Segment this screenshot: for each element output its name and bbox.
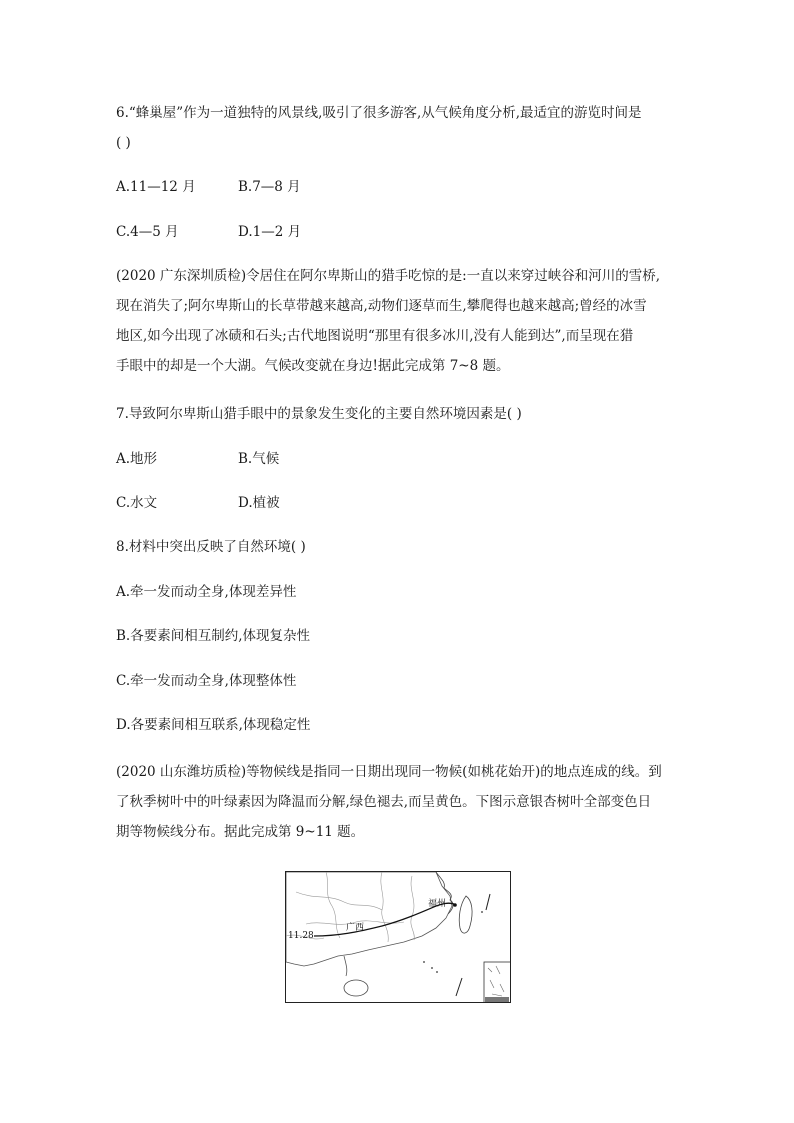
material2-line1: (2020 山东潍坊质检)等物候线是指同一日期出现同一物候(如桃花始开)的地点连成的线。到 [116, 764, 662, 780]
q6-stem-line1: 6.“蜂巢屋”作为一道独特的风景线,吸引了很多游客,从气候角度分析,最适宜的游览时间是 [116, 105, 642, 121]
hainan-island [344, 980, 368, 996]
material1-line2: 现在消失了;阿尔卑斯山的长草带越来越高,动物们逐草而生,攀爬得也越来越高;曾经的冰雪 [116, 298, 647, 314]
land-mainland [286, 872, 452, 966]
q8-option-d: D.各要素间相互联系,体现稳定性 [116, 717, 311, 733]
material1-line4: 手眼中的却是一个大湖。气候改变就在身边!据此完成第 7~8 题。 [116, 358, 510, 374]
island-dot-3 [423, 961, 425, 963]
q6-stem-line2: ( ) [116, 135, 131, 151]
q7-option-c: C.水文 [116, 495, 158, 511]
q6-option-d: D.1—2 月 [238, 224, 302, 240]
map-drawing [286, 872, 511, 1003]
island-dot-2 [436, 971, 438, 973]
material1-line3: 地区,如今出现了冰碛和石头;古代地图说明“那里有很多冰川,没有人能到达”,而呈现在猎 [116, 328, 634, 344]
label-fuzhou: 福州 [428, 899, 447, 909]
inset-map-bar [485, 997, 509, 1002]
q7-option-b: B.气候 [238, 451, 280, 467]
fuzhou-dot [453, 903, 457, 907]
q6-option-b: B.7—8 月 [238, 179, 301, 195]
q7-option-d: D.植被 [238, 495, 280, 511]
material2-line2: 了秋季树叶中的叶绿素因为降温而分解,绿色褪去,而呈黄色。下图示意银杏树叶全部变色日 [116, 794, 652, 810]
dash-line-1 [486, 894, 490, 910]
label-isoline-date: 11.28 [288, 931, 314, 941]
island-dot-4 [481, 911, 483, 913]
label-guangxi: 广西 [346, 923, 365, 933]
q8-option-a: A.牵一发而动全身,体现差异性 [116, 584, 297, 600]
island-dot-1 [431, 967, 433, 969]
taiwan-island [459, 896, 472, 933]
leizhou-peninsula [344, 956, 347, 976]
q8-option-c: C.牵一发而动全身,体现整体性 [116, 673, 297, 689]
q6-option-c: C.4—5 月 [116, 224, 179, 240]
material1-line1: (2020 广东深圳质检)令居住在阿尔卑斯山的猎手吃惊的是:一直以来穿过峡谷和河川的雪桥, [116, 268, 661, 284]
q6-option-a: A.11—12 月 [116, 179, 196, 195]
q7-stem: 7.导致阿尔卑斯山猎手眼中的景象发生变化的主要自然环境因素是( ) [116, 406, 522, 422]
material2-line3: 期等物候线分布。据此完成第 9~11 题。 [116, 824, 365, 840]
dash-line-2 [456, 978, 462, 996]
q8-option-b: B.各要素间相互制约,体现复杂性 [116, 628, 311, 644]
phenology-map-figure [285, 871, 511, 1003]
q8-stem: 8.材料中突出反映了自然环境( ) [116, 539, 306, 555]
q7-option-a: A.地形 [116, 451, 158, 467]
